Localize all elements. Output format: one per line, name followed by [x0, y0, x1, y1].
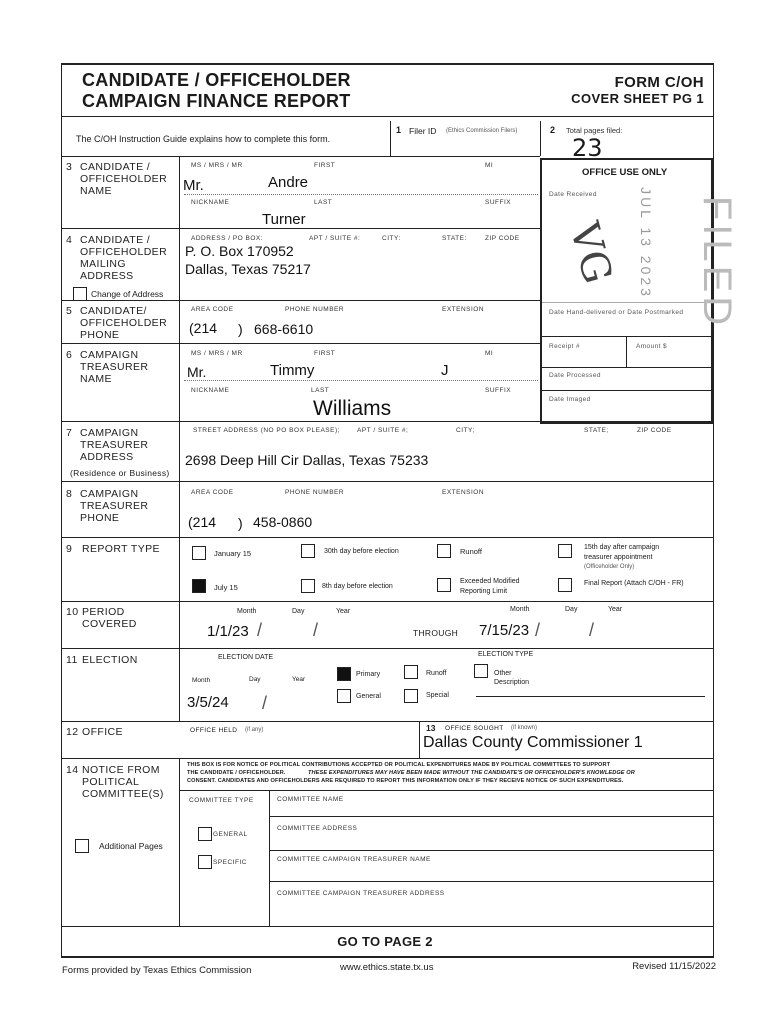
frame-left [61, 63, 62, 957]
period-from-slash-1: / [257, 620, 263, 640]
s8-area-caption: AREA CODE [191, 489, 234, 496]
filer-id-hint: (Ethics Commission Filers) [446, 128, 518, 134]
s4-label-line1: CANDIDATE / [80, 234, 151, 246]
period-to-slash-2: / [589, 620, 595, 640]
period-from-slash-2: / [313, 620, 319, 640]
candidate-address-line2[interactable]: Dallas, Texas 75217 [185, 261, 311, 277]
committee-general-label: GENERAL [213, 831, 248, 838]
election-date[interactable]: 3/5/24 [187, 694, 229, 711]
date-received-label: Date Received [549, 191, 597, 198]
s3-label-line3: NAME [80, 185, 112, 197]
s6-suffix-caption: SUFFIX [485, 387, 512, 394]
treasurer-area-code[interactable]: (214 [188, 514, 217, 530]
report-runoff-checkbox[interactable] [437, 544, 451, 558]
s14-label-line1: NOTICE FROM [82, 764, 160, 776]
election-other-checkbox[interactable] [474, 664, 488, 678]
s6-nickname-caption: NICKNAME [191, 387, 230, 394]
candidate-first-name[interactable]: Andre [268, 174, 309, 191]
s10-to-day-caption: Day [565, 606, 578, 613]
election-special-checkbox[interactable] [404, 689, 418, 703]
election-date-slash: / [262, 693, 268, 713]
s4-state-caption: STATE: [442, 235, 467, 242]
stamp-date: JUL 13 2023 [637, 187, 654, 299]
election-other-line [476, 696, 705, 697]
committee-general-checkbox[interactable] [198, 827, 212, 841]
left-col-divider-low [179, 421, 180, 722]
footer-left: Forms provided by Texas Ethics Commission [62, 965, 252, 976]
form-title-line2: CAMPAIGN FINANCE REPORT [82, 91, 351, 111]
receipt-divider [626, 336, 627, 367]
report-30day-checkbox[interactable] [301, 544, 315, 558]
candidate-area-code[interactable]: (214 [189, 320, 218, 336]
s14-divider [61, 926, 714, 927]
s10-from-year-caption: Year [336, 608, 351, 615]
election-general-label: General [356, 693, 381, 700]
s6-first-caption: FIRST [314, 350, 336, 357]
date-processed-label: Date Processed [549, 372, 601, 379]
s8-divider [61, 537, 714, 538]
office-held-hint: (if any) [245, 727, 264, 733]
pages-value[interactable]: 23 [572, 134, 603, 162]
pages-number: 2 [550, 125, 556, 135]
filer-divider [390, 121, 391, 156]
s8-label-line3: PHONE [80, 512, 120, 524]
office-use-title: OFFICE USE ONLY [582, 167, 668, 178]
treasurer-address[interactable]: 2698 Deep Hill Cir Dallas, Texas 75233 [185, 452, 429, 468]
s9-divider [61, 601, 714, 602]
committee-name-line [269, 816, 714, 817]
s14-label-line3: COMMITTEE(S) [82, 788, 164, 800]
s3-title-caption: MS / MRS / MR [191, 162, 243, 169]
s14-label-line2: POLITICAL [82, 776, 140, 788]
committee-name-caption: COMMITTEE NAME [277, 796, 344, 803]
s7-street-caption: STREET ADDRESS (NO PO BOX PLEASE); [193, 427, 340, 434]
report-final-checkbox[interactable] [558, 578, 572, 592]
period-to-slash-1: / [535, 620, 541, 640]
s5-divider [61, 343, 540, 344]
election-runoff-checkbox[interactable] [404, 665, 418, 679]
s3-first-caption: FIRST [314, 162, 336, 169]
s6-mi-caption: MI [485, 350, 494, 357]
s3-last-caption: LAST [314, 199, 333, 206]
s4-city-caption: CITY: [382, 235, 401, 242]
s8-label-line1: CAMPAIGN [80, 488, 139, 500]
election-other-description-label: Description [494, 679, 530, 686]
date-hand-delivered-label: Date Hand-delivered or Date Postmarked [549, 309, 684, 316]
left-col-divider-s14 [179, 758, 180, 926]
s12-label: OFFICE [82, 726, 123, 738]
s9-label: REPORT TYPE [82, 543, 160, 555]
instruction-text: The C/OH Instruction Guide explains how to complete this form. [76, 134, 331, 144]
through-label: THROUGH [413, 628, 459, 638]
pages-divider [540, 121, 541, 156]
s12-s13-divider [419, 721, 420, 759]
s3-dotted [184, 194, 538, 195]
s8-ext-caption: EXTENSION [442, 489, 485, 496]
s11-divider [61, 721, 714, 722]
s3-mi-caption: MI [485, 162, 494, 169]
report-jan15-label: January 15 [214, 549, 252, 558]
s7-number: 7 [66, 427, 73, 439]
election-other-label: Other [494, 670, 512, 677]
s7-city-caption: CITY; [456, 427, 475, 434]
go-to-page-2: GO TO PAGE 2 [337, 934, 433, 949]
report-8day-label: 8th day before election [322, 583, 393, 590]
committee-type-divider [269, 790, 270, 926]
committee-treasurer-address-caption: COMMITTEE CAMPAIGN TREASURER ADDRESS [277, 890, 445, 897]
s6-last-caption: LAST [311, 387, 330, 394]
frame-bottom [61, 956, 714, 958]
period-from[interactable]: 1/1/23 [207, 623, 249, 640]
pages-label: Total pages filed: [566, 126, 623, 135]
s5-ext-caption: EXTENSION [442, 306, 485, 313]
s8-label-line2: TREASURER [80, 500, 149, 512]
report-15day-label-line1: 15th day after campaign [584, 544, 660, 551]
notice-text-line1: THIS BOX IS FOR NOTICE OF POLITICAL CONTRIBUTIONS ACCEPTED OR POLITICAL EXPENDITURES MADE BY POLITICAL COMMITTEES TO SUPPORT [187, 762, 611, 768]
s10-label-line1: PERIOD [82, 606, 125, 618]
report-runoff-label: Runoff [460, 547, 482, 556]
s4-number: 4 [66, 234, 73, 246]
s7-divider [61, 481, 714, 482]
office-line-4 [542, 390, 711, 391]
s10-number: 10 [66, 606, 79, 618]
s14-number: 14 [66, 764, 79, 776]
receipt-label: Receipt # [549, 343, 581, 350]
s3-nickname-caption: NICKNAME [191, 199, 230, 206]
form-title-line1: CANDIDATE / OFFICEHOLDER [82, 70, 351, 90]
s10-label-line2: COVERED [82, 618, 137, 630]
candidate-last-name[interactable]: Turner [262, 211, 306, 228]
office-line-1 [542, 302, 711, 303]
additional-pages-checkbox[interactable] [75, 839, 89, 853]
election-primary-label: Primary [356, 671, 381, 678]
report-jul15-label: July 15 [214, 583, 238, 592]
s11-day-caption: Day [249, 676, 261, 683]
notice-divider [179, 790, 714, 791]
notice-text-line2b: THESE EXPENDITURES MAY HAVE BEEN MADE WITHOUT THE CANDIDATE'S OR OFFICEHOLDER'S KNOWLEDGE OR [308, 770, 635, 776]
election-runoff-label: Runoff [426, 670, 447, 677]
s4-apt-caption: APT / SUITE #: [309, 235, 361, 242]
election-primary-checkbox[interactable] [337, 667, 351, 681]
s4-label-line2: OFFICEHOLDER [80, 246, 168, 258]
filed-stamp: FILED [695, 195, 740, 330]
report-exceeded-checkbox[interactable] [437, 578, 451, 592]
treasurer-middle-initial[interactable]: J [441, 362, 449, 379]
form-id: FORM C/OH [614, 74, 704, 91]
s8-number: 8 [66, 488, 73, 500]
s3-suffix-caption: SUFFIX [485, 199, 512, 206]
report-jul15-checkbox[interactable] [192, 579, 206, 593]
stamp-initials: VG [560, 217, 621, 289]
s7-label-line4: (Residence or Business) [70, 468, 170, 478]
change-of-address-label: Change of Address [91, 289, 164, 299]
committee-treasurer-name-line [269, 881, 714, 882]
s4-label-line3: MAILING [80, 258, 126, 270]
s5-number: 5 [66, 305, 73, 317]
candidate-address-line1[interactable]: P. O. Box 170952 [185, 243, 294, 259]
candidate-area-close: ) [238, 321, 243, 337]
office-held-caption: OFFICE HELD [190, 727, 238, 734]
s4-zip-caption: ZIP CODE [485, 235, 520, 242]
s7-label-line1: CAMPAIGN [80, 427, 139, 439]
s7-state-caption: STATE; [584, 427, 609, 434]
s6-number: 6 [66, 349, 73, 361]
notice-text-line2a: THE CANDIDATE / OFFICEHOLDER. [187, 770, 286, 776]
report-exceeded-label-line1: Exceeded Modified [460, 578, 520, 585]
notice-text-line3: CONSENT. CANDIDATES AND OFFICEHOLDERS ARE REQUIRED TO REPORT THIS INFORMATION ONLY IF THEY RECEIVE NOTICE OF SUCH EXPENDITURES. [187, 778, 624, 784]
committee-address-line [269, 850, 714, 851]
office-sought-value[interactable]: Dallas County Commissioner 1 [423, 734, 643, 751]
s7-label-line3: ADDRESS [80, 451, 134, 463]
s10-to-month-caption: Month [510, 606, 530, 613]
election-special-label: Special [426, 692, 449, 699]
s11-month-caption: Month [192, 677, 211, 684]
candidate-phone-number[interactable]: 668-6610 [254, 321, 314, 337]
office-sought-caption: OFFICE SOUGHT [445, 725, 504, 732]
change-of-address-checkbox[interactable] [73, 287, 87, 301]
s6-label-line2: TREASURER [80, 361, 149, 373]
report-jan15-checkbox[interactable] [192, 546, 206, 560]
s9-number: 9 [66, 543, 73, 555]
s3-number: 3 [66, 161, 73, 173]
header-divider [61, 116, 714, 117]
s4-address-caption: ADDRESS / PO BOX: [191, 235, 264, 242]
left-col-divider-mid [179, 300, 180, 421]
s12-divider [61, 758, 714, 759]
s11-number: 11 [66, 654, 78, 666]
s12-number: 12 [66, 726, 79, 738]
s6-dotted [184, 380, 538, 381]
s10-from-month-caption: Month [237, 608, 257, 615]
s7-zip-caption: ZIP CODE [637, 427, 672, 434]
cover-sheet-label: COVER SHEET PG 1 [571, 91, 704, 106]
s10-from-day-caption: Day [292, 608, 305, 615]
report-final-label: Final Report (Attach C/OH - FR) [584, 580, 684, 587]
s11-year-caption: Year [292, 676, 306, 683]
election-type-caption: ELECTION TYPE [478, 651, 534, 658]
additional-pages-label: Additional Pages [99, 841, 163, 851]
s7-label-line2: TREASURER [80, 439, 149, 451]
treasurer-first-name[interactable]: Timmy [270, 362, 315, 379]
s4-divider [61, 300, 540, 301]
filer-id-label: Filer ID [409, 126, 437, 136]
period-to[interactable]: 7/15/23 [479, 622, 530, 639]
s6-label-line3: NAME [80, 373, 112, 385]
s13-number: 13 [426, 723, 436, 733]
s10-to-year-caption: Year [608, 606, 623, 613]
s7-apt-caption: APT / SUITE #; [357, 427, 409, 434]
report-exceeded-label-line2: Reporting Limit [460, 588, 508, 595]
footer-revised: Revised 11/15/2022 [632, 961, 716, 972]
footer-url[interactable]: www.ethics.state.tx.us [340, 962, 434, 973]
committee-treasurer-name-caption: COMMITTEE CAMPAIGN TREASURER NAME [277, 856, 431, 863]
committee-address-caption: COMMITTEE ADDRESS [277, 825, 358, 832]
s5-phone-caption: PHONE NUMBER [285, 306, 345, 313]
office-line-3 [542, 367, 711, 368]
filer-id-number: 1 [396, 125, 402, 135]
s4-label-line4: ADDRESS [80, 270, 134, 282]
election-date-caption: ELECTION DATE [218, 654, 274, 661]
s10-divider [61, 648, 714, 649]
s11-label: ELECTION [82, 654, 138, 666]
s3-divider [61, 228, 540, 229]
s6-divider [61, 421, 714, 422]
treasurer-phone-number[interactable]: 458-0860 [253, 514, 313, 530]
s5-label-line3: PHONE [80, 329, 120, 341]
s3-label-line1: CANDIDATE / [80, 161, 151, 173]
report-8day-checkbox[interactable] [301, 579, 315, 593]
treasurer-last-name[interactable]: Williams [313, 397, 392, 420]
report-15day-label-line2: treasurer appointment [584, 554, 653, 561]
frame-top [61, 63, 714, 65]
report-15day-checkbox[interactable] [558, 544, 572, 558]
amount-label: Amount $ [636, 343, 668, 350]
s5-area-caption: AREA CODE [191, 306, 234, 313]
election-general-checkbox[interactable] [337, 689, 351, 703]
candidate-title[interactable]: Mr. [183, 177, 204, 194]
office-sought-hint: (if known) [511, 725, 538, 731]
treasurer-title[interactable]: Mr. [187, 364, 207, 380]
committee-specific-checkbox[interactable] [198, 855, 212, 869]
s5-label-line2: OFFICEHOLDER [80, 317, 168, 329]
s3-label-line2: OFFICEHOLDER [80, 173, 168, 185]
s6-label-line1: CAMPAIGN [80, 349, 139, 361]
committee-type-caption: COMMITTEE TYPE [189, 797, 254, 804]
treasurer-area-close: ) [238, 515, 243, 531]
report-15day-label-line3: (Officeholder Only) [584, 564, 635, 570]
s5-label-line1: CANDIDATE/ [80, 305, 147, 317]
s6-title-caption: MS / MRS / MR [191, 350, 243, 357]
intro-divider [61, 156, 540, 157]
report-30day-label: 30th day before election [324, 548, 399, 555]
date-imaged-label: Date Imaged [549, 396, 591, 403]
committee-specific-label: SPECIFIC [213, 859, 247, 866]
s8-phone-caption: PHONE NUMBER [285, 489, 345, 496]
